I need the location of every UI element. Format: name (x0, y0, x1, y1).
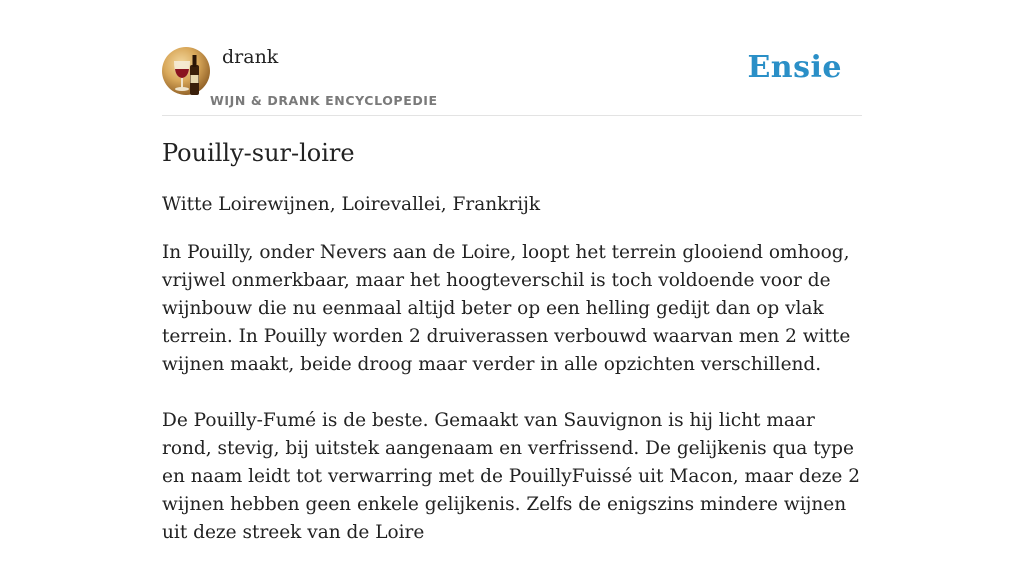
encyclopedia-subtitle: WIJN & DRANK ENCYCLOPEDIE (210, 93, 438, 108)
article-category-line: Witte Loirewijnen, Loirevallei, Frankrijk (162, 194, 541, 215)
article-title: Pouilly-sur-loire (162, 139, 355, 167)
category-name[interactable]: drank (222, 46, 279, 68)
header (162, 0, 862, 116)
category-avatar[interactable] (162, 47, 210, 95)
page (162, 0, 862, 543)
article-paragraph: De Pouilly-Fumé is de beste. Gemaakt van Sauvignon is hij licht maar rond, stevig, bij uitstek aangenaam en verfrissend. De gelijkenis qua type en naam leidt tot verwarring met de PouillyFuissé uit Macon, maar deze 2 wijnen hebben geen enkele gelijkenis. Zelfs de enigszins mindere wijnen uit deze streek van de Loire (162, 410, 860, 543)
ensie-logo[interactable]: Ensie (747, 50, 842, 85)
article-body (162, 239, 862, 575)
wine-glass-bottle-icon (162, 47, 210, 95)
article-paragraph: In Pouilly, onder Nevers aan de Loire, loopt het terrein glooiend omhoog, vrijwel onmerkbaar, maar het hoogteverschil is toch voldoende voor de wijnbouw die nu eenmaal altijd beter op een helling gedijt dan op vlak terrein. In Pouilly worden 2 druiverassen verbouwd waarvan men 2 witte wijnen maakt, beide droog maar verder in alle opzichten verschillend. (162, 242, 851, 375)
